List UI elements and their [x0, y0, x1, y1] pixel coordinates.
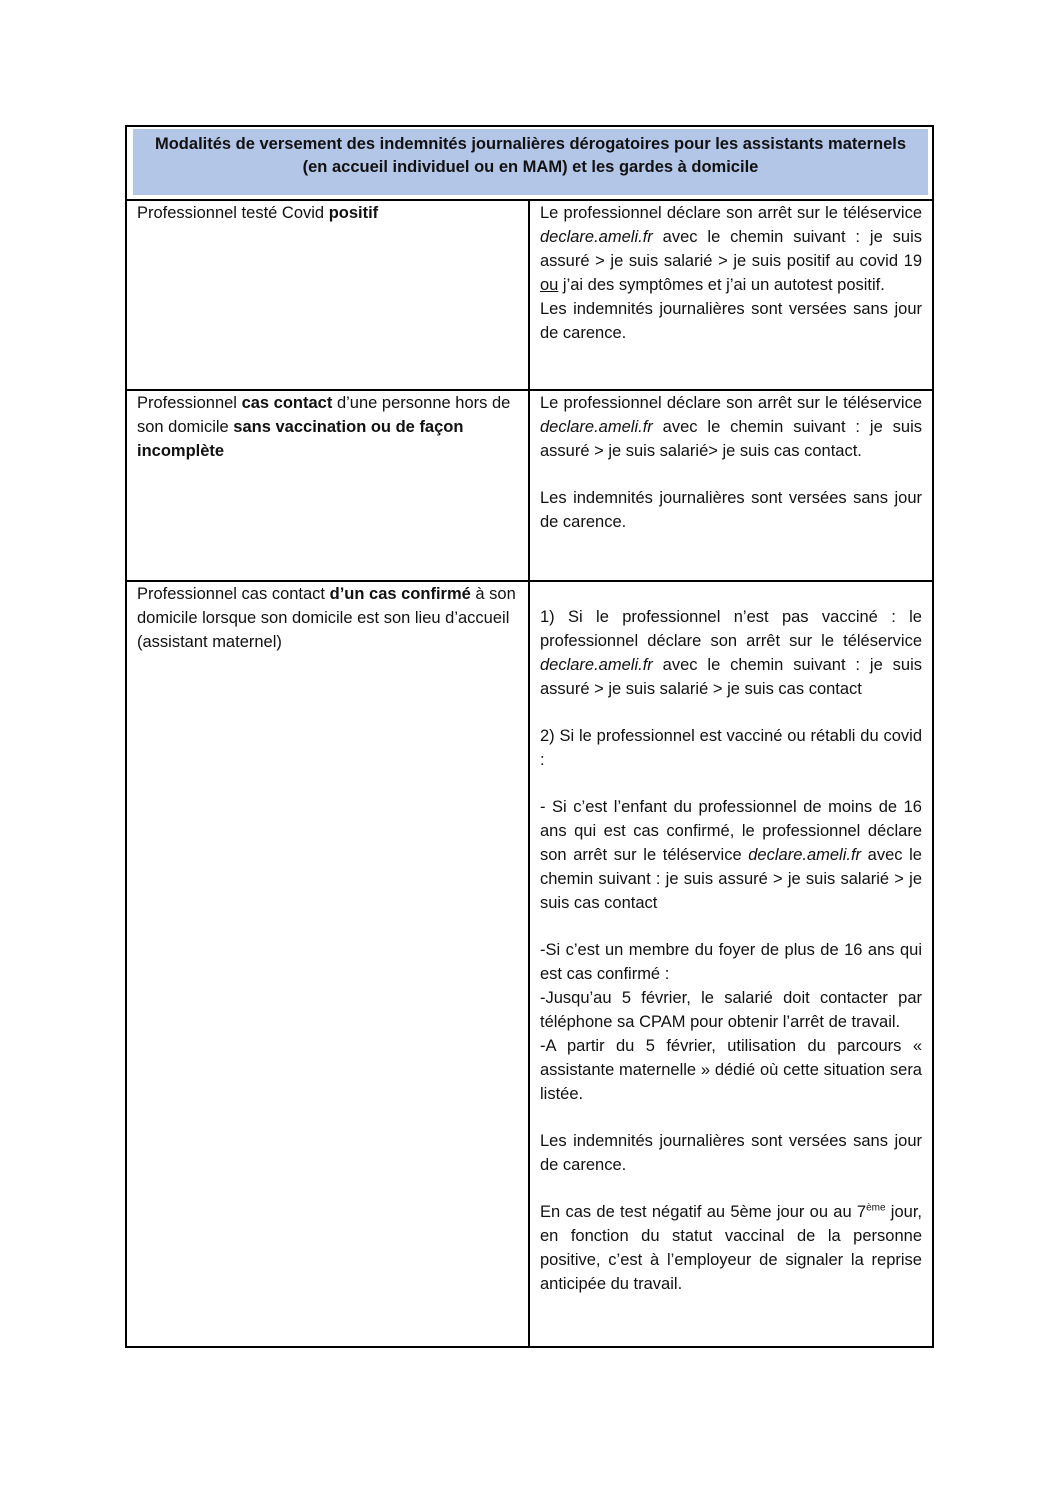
row1-paragraph-1	[540, 201, 922, 297]
row3-paragraph-4-line-2: -Jusqu’au 5 février, le salarié doit contacter par téléphone sa CPAM pour obtenir l’arrêt de travail.	[539, 989, 922, 1031]
row2-p1-text-a: Le professionnel déclare son arrêt sur le téléservice	[539, 394, 922, 412]
row1-p1-text-a: Le professionnel déclare son arrêt sur le téléservice	[539, 204, 922, 222]
row3-procedure	[530, 582, 932, 1296]
table-header-cell	[126, 126, 933, 200]
title-line-1: Modalités de versement des indemnités journalières dérogatoires pour les assistants maternels	[154, 135, 907, 153]
row3-p1-text-a: 1) Si le professionnel n’est pas vacciné : le professionnel déclare son arrêt sur le téléservice	[539, 608, 922, 650]
row2-p1-text-b: avec le chemin suivant : je suis assuré > je suis salarié> je suis cas contact.	[539, 418, 922, 460]
row1-paragraph-2: Les indemnités journalières sont versées sans jour de carence.	[539, 300, 922, 342]
row1-left-text: Professionnel testé Covid	[137, 204, 329, 222]
row2-left-text-a: Professionnel	[137, 394, 242, 412]
row2-procedure	[530, 391, 932, 534]
row3-paragraph-3	[540, 795, 922, 915]
row3-situation	[127, 582, 528, 654]
table-row	[126, 390, 933, 581]
row2-left-bold-2: sans vaccination ou de façon incomplète	[137, 418, 464, 460]
row1-situation-cell	[126, 200, 529, 390]
declare-ameli-link: declare.ameli.fr	[539, 228, 653, 246]
spacer	[540, 915, 922, 938]
row2-situation	[127, 391, 528, 463]
title-line-2: (en accueil individuel ou en MAM) et les gardes à domicile	[302, 158, 759, 176]
declare-ameli-link: declare.ameli.fr	[539, 418, 653, 436]
spacer	[540, 1106, 922, 1129]
row3-p6-superscript: ème	[866, 1202, 886, 1214]
row2-situation-cell	[126, 390, 529, 581]
table-row	[126, 581, 933, 1347]
row3-paragraph-6	[540, 1200, 922, 1296]
row3-paragraph-4-line-3: -A partir du 5 février, utilisation du parcours « assistante maternelle » dédié où cette situation sera listée.	[539, 1037, 922, 1103]
spacer	[540, 1177, 922, 1200]
table-header-row	[126, 126, 933, 200]
row2-paragraph-2: Les indemnités journalières sont versées sans jour de carence.	[539, 489, 922, 531]
row1-p1-ou: ou	[539, 276, 559, 294]
row3-p3-text-a: - Si c’est l’enfant du professionnel de moins de 16 ans qui est cas confirmé, le professionnel déclare son arrêt sur le téléservice	[539, 798, 922, 864]
row3-paragraph-1	[540, 605, 922, 701]
declare-ameli-link: declare.ameli.fr	[748, 846, 862, 864]
row3-situation-cell	[126, 581, 529, 1347]
row3-paragraph-5: Les indemnités journalières sont versées sans jour de carence.	[539, 1132, 922, 1174]
row3-p1-text-b: avec le chemin suivant : je suis assuré > je suis salarié > je suis cas contact	[539, 656, 922, 698]
row3-p3-text-b: avec le chemin suivant : je suis assuré > je suis salarié > je suis cas contact	[539, 846, 922, 912]
spacer	[540, 463, 922, 486]
row1-left-bold: positif	[328, 204, 379, 222]
row3-left-bold: d’un cas confirmé	[329, 585, 471, 603]
row1-situation	[127, 201, 528, 225]
row2-left-bold-1: cas contact	[241, 394, 333, 412]
row3-p6-text-a: En cas de test négatif au 5ème jour ou au 7	[539, 1203, 867, 1221]
row2-paragraph-1	[540, 391, 922, 463]
row1-procedure	[530, 201, 932, 345]
row3-paragraph-4-line-1: -Si c’est un membre du foyer de plus de 16 ans qui est cas confirmé :	[539, 941, 922, 983]
spacer	[540, 772, 922, 795]
row3-p6-text-b: jour, en fonction du statut vaccinal de la personne positive, c’est à l’employeur de signaler la reprise anticipée du travail.	[539, 1203, 922, 1293]
row2-procedure-cell	[529, 390, 933, 581]
table-row	[126, 200, 933, 390]
spacer	[540, 582, 922, 605]
allowance-table	[125, 125, 934, 1348]
row2-left-text-b: d’une personne hors de son domicile	[137, 394, 511, 436]
row3-procedure-cell	[529, 581, 933, 1347]
row3-left-text-b: à son domicile lorsque son domicile est son lieu d’accueil (assistant maternel)	[137, 585, 516, 651]
row3-paragraph-2: 2) Si le professionnel est vacciné ou rétabli du covid :	[539, 727, 922, 769]
row3-left-text-a: Professionnel cas contact	[137, 585, 330, 603]
row1-p1-text-c: j’ai des symptômes et j’ai un autotest positif.	[558, 276, 885, 294]
row1-p1-text-b: avec le chemin suivant : je suis assuré > je suis salarié > je suis positif au covid 19	[539, 228, 922, 270]
row1-procedure-cell	[529, 200, 933, 390]
table-title	[133, 129, 928, 195]
spacer	[540, 701, 922, 724]
declare-ameli-link: declare.ameli.fr	[539, 656, 653, 674]
